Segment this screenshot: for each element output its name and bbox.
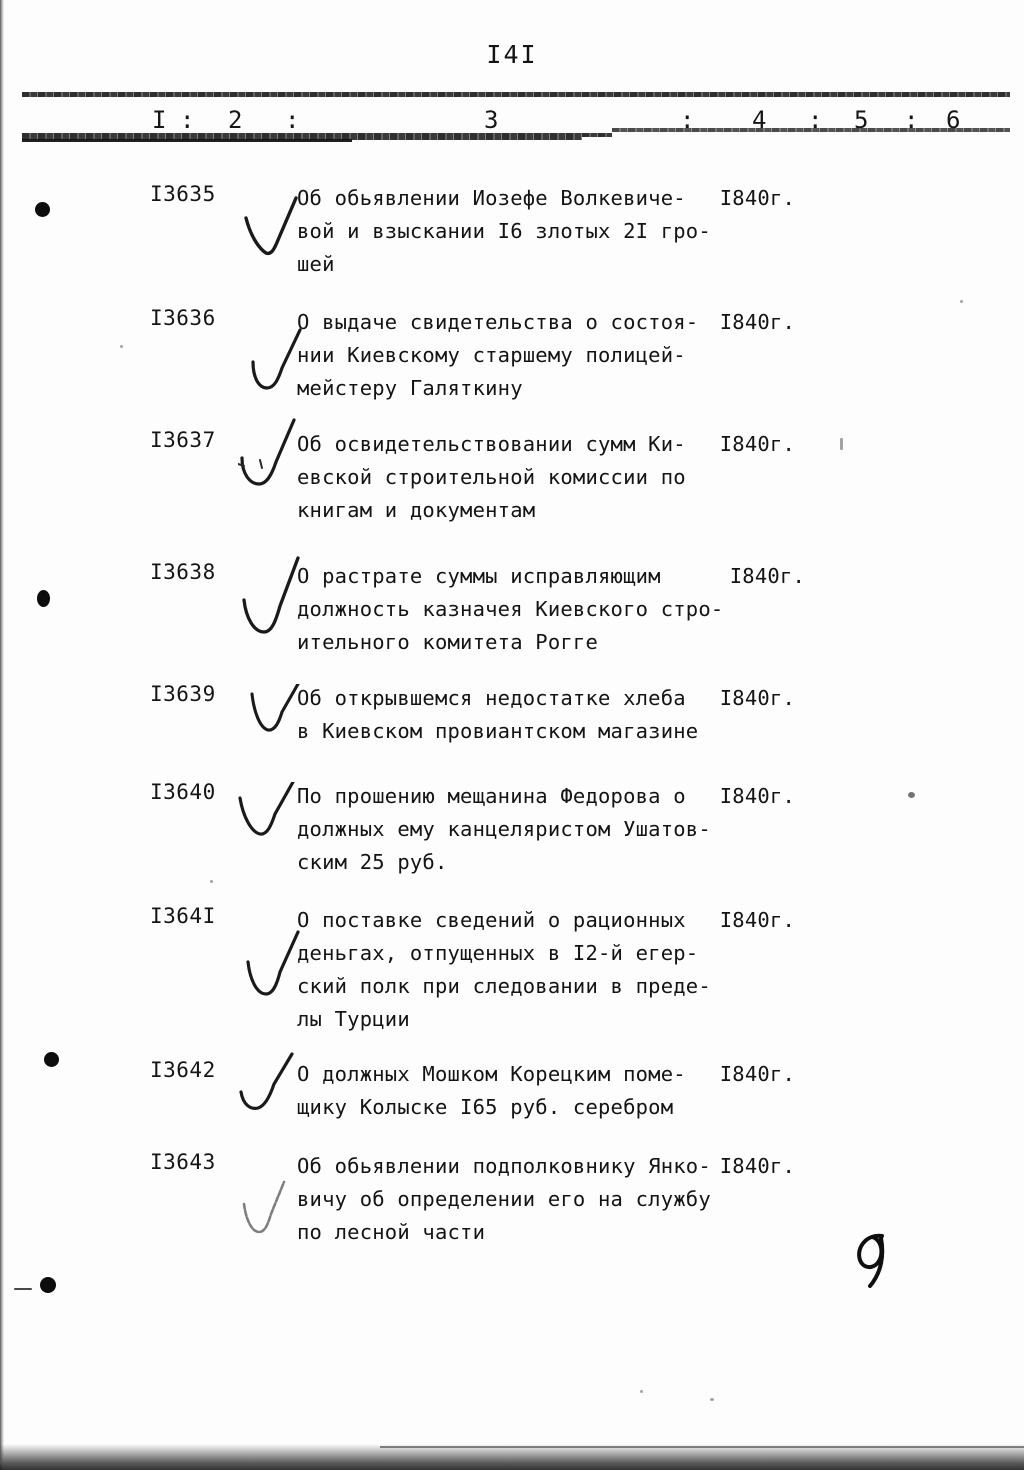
- entry-number: I3642: [150, 1058, 216, 1082]
- column-header-1: I: [152, 106, 167, 134]
- entry-text: [297, 780, 997, 879]
- margin-ink-blob: [37, 590, 50, 607]
- entry-text-line: Об освидетельствовании сумм Ки-: [297, 432, 686, 456]
- entry-number: I3639: [150, 682, 216, 706]
- handwritten-check-mark-icon: [237, 782, 301, 844]
- column-header-sep-4: :: [808, 106, 823, 134]
- handwritten-check-mark-icon: [240, 556, 304, 638]
- entry-text-line: вичу об определении его на службу: [297, 1187, 711, 1211]
- margin-ink-blob: [40, 1277, 56, 1293]
- entry-text-line: По прошению мещанина Федорова о: [297, 784, 686, 808]
- entry-number: I3638: [150, 560, 216, 584]
- scan-bottom-edge-line: [380, 1446, 1024, 1448]
- entry-text-line: ительного комитета Рогге: [297, 630, 599, 654]
- entry-text-line: должных ему канцеляристом Ушатов-: [297, 817, 711, 841]
- entry-text-line: книгам и документам: [297, 498, 536, 522]
- entry-date: I840г.: [719, 310, 795, 334]
- column-header-sep-5: :: [904, 106, 919, 134]
- entry-date: I840г.: [719, 186, 795, 210]
- entry-number: I3643: [150, 1150, 216, 1174]
- entry-number: I3637: [150, 428, 216, 452]
- entry-text-line: О поставке сведений о рационных: [297, 908, 686, 932]
- handwritten-check-mark-icon: [238, 1178, 292, 1240]
- entry-text: [297, 182, 997, 281]
- entry-text: [297, 904, 997, 1036]
- column-header-4: 4: [752, 106, 767, 134]
- column-header-5: 5: [854, 106, 869, 134]
- entry-text-line: в Киевском провиантском магазине: [297, 719, 699, 743]
- entry-text: [297, 1058, 997, 1124]
- scan-speck: [710, 1398, 714, 1401]
- entry-date: I840г.: [719, 1154, 795, 1178]
- handwritten-check-mark-icon: [238, 1052, 300, 1114]
- column-header-2: 2: [228, 106, 243, 134]
- header-rule-top: [22, 92, 1010, 97]
- margin-ink-blob: [35, 202, 50, 217]
- handwritten-flourish-icon: [848, 1228, 906, 1300]
- header-rule-bottom-thick: [22, 139, 352, 142]
- column-header-3: 3: [484, 106, 499, 134]
- entry-text-line: вой и взыскании I6 злотых 2I гро-: [297, 219, 711, 243]
- entry-text: [297, 306, 997, 405]
- entry-text-line: ский полк при следовании в преде-: [297, 974, 711, 998]
- column-header-sep-1: :: [180, 106, 195, 134]
- handwritten-check-mark-icon: [240, 196, 304, 268]
- column-header-row: [0, 106, 1024, 134]
- column-header-6: 6: [946, 106, 961, 134]
- margin-ink-dash: [14, 1288, 32, 1290]
- entry-date: I840г.: [719, 686, 795, 710]
- entry-text-line: О должных Мошком Корецким поме-: [297, 1062, 686, 1086]
- page-number: I4I: [486, 40, 538, 69]
- handwritten-check-mark-icon: [238, 416, 302, 492]
- entry-date: I840г.: [729, 564, 805, 588]
- entry-number: I3636: [150, 306, 216, 330]
- column-header-sep-2: :: [285, 106, 300, 134]
- entry-text-line: щику Колыске I65 руб. серебром: [297, 1095, 674, 1119]
- scan-left-edge-shadow: [0, 0, 4, 1470]
- entry-text-line: нии Киевскому старшему полицей-: [297, 343, 686, 367]
- scan-speck: [640, 1390, 643, 1393]
- entry-text-line: мейстеру Галяткину: [297, 376, 523, 400]
- entry-text-line: Об обьявлении Иозефе Волкевиче-: [297, 186, 686, 210]
- entry-text-line: Об открывшемся недостатке хлеба: [297, 686, 686, 710]
- entry-text-line: шей: [297, 252, 335, 276]
- entry-text: [297, 682, 997, 748]
- entry-text-line: О растрате суммы исправляющим: [297, 564, 661, 588]
- entry-text-line: по лесной части: [297, 1220, 486, 1244]
- entry-number: I3635: [150, 182, 216, 206]
- entry-number: I364I: [150, 904, 216, 928]
- entry-date: I840г.: [719, 908, 795, 932]
- entry-text: [297, 428, 997, 527]
- scan-speck: [120, 345, 123, 348]
- entry-text: [297, 560, 997, 659]
- entry-text-line: О выдаче свидетельства о состоя-: [297, 310, 699, 334]
- entry-number: I3640: [150, 780, 216, 804]
- entry-text-line: деньгах, отпущенных в I2-й егер-: [297, 941, 699, 965]
- entry-text-line: лы Турции: [297, 1007, 410, 1031]
- entry-text-line: евской строительной комиссии по: [297, 465, 686, 489]
- column-header-sep-3: :: [680, 106, 695, 134]
- scan-speck: [210, 880, 213, 883]
- entry-date: I840г.: [719, 1062, 795, 1086]
- entry-text-line: ским 25 руб.: [297, 850, 448, 874]
- scan-speck: [960, 300, 963, 303]
- entry-date: I840г.: [719, 784, 795, 808]
- margin-ink-blob: [44, 1052, 59, 1067]
- entry-text-line: должность казначея Киевского стро-: [297, 597, 724, 621]
- entry-date: I840г.: [719, 432, 795, 456]
- entry-text-line: Об обьявлении подполковнику Янко-: [297, 1154, 711, 1178]
